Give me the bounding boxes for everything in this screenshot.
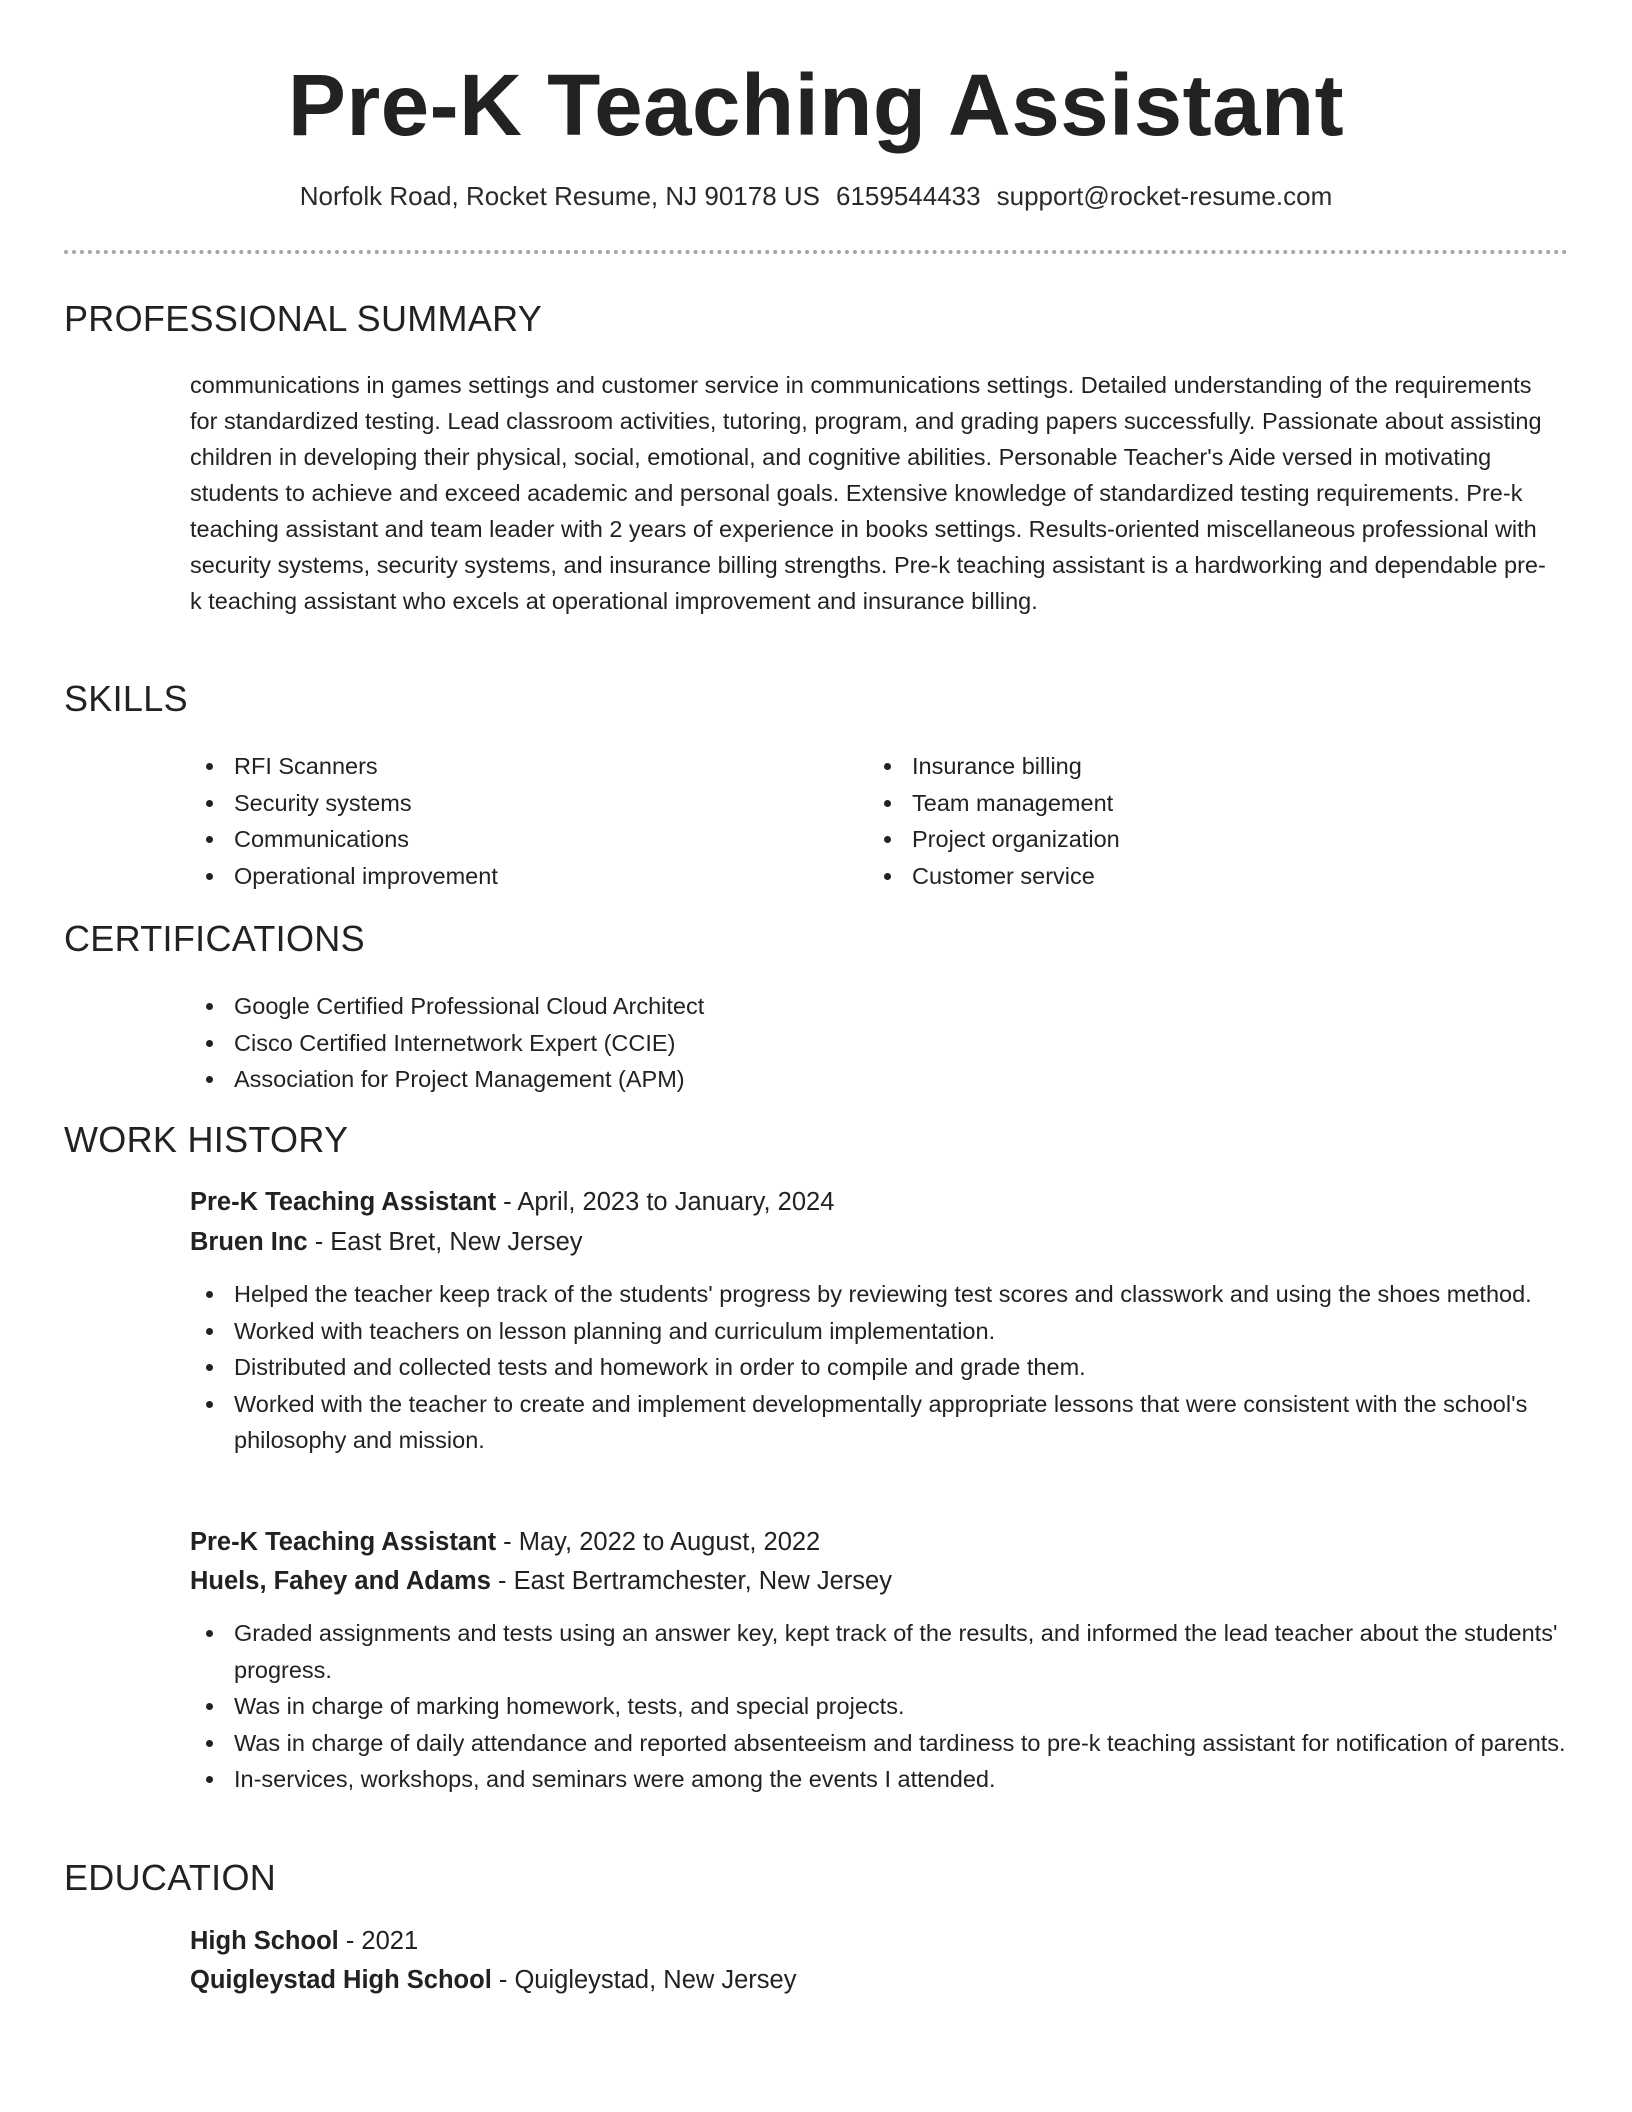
skill-item: RFI Scanners: [190, 748, 810, 785]
contact-address: Norfolk Road, Rocket Resume, NJ 90178 US: [299, 181, 820, 211]
skill-item: Team management: [868, 785, 1488, 822]
summary-text: communications in games settings and customer service in communications settings. Detailed understanding of the requirements for standardized testing. Lead classroom activities, tutoring, program, and grading papers successfully. Passionate about assisting children in developing their physical, social, emotional, and cognitive abilities. Personable Teacher's Aide versed in motivating students to achieve and exceed academic and personal goals. Extensive knowledge of standardized testing requirements. Pre-k teaching assistant and team leader with 2 years of experience in books settings. Results-oriented miscellaneous professional with security systems, security systems, and insurance billing strengths. Pre-k teaching assistant is a hardworking and dependable pre-k teaching assistant who excels at operational improvement and insurance billing.: [190, 372, 1546, 614]
education-degree-line: High School - 2021: [190, 1927, 419, 1955]
section-title-skills: SKILLS: [64, 678, 188, 719]
job-location: East Bertramchester, New Jersey: [513, 1567, 892, 1595]
education-school-line: Quigleystad High School - Quigleystad, New Jersey: [190, 1966, 797, 1994]
education-year: 2021: [361, 1927, 419, 1955]
certification-item: Google Certified Professional Cloud Architect: [190, 988, 1190, 1025]
education-degree: High School: [190, 1927, 339, 1955]
skills-list-left: [190, 748, 810, 894]
certification-item: Cisco Certified Internetwork Expert (CCIE): [190, 1025, 1190, 1062]
job-bullet: Was in charge of daily attendance and reported absenteeism and tardiness to pre-k teaching assistant for notification of parents.: [190, 1725, 1570, 1762]
job-2-company-line: Huels, Fahey and Adams - East Bertramchester, New Jersey: [190, 1567, 892, 1595]
job-1-company-line: Bruen Inc - East Bret, New Jersey: [190, 1228, 583, 1256]
skill-item: Communications: [190, 821, 810, 858]
job-bullet: Was in charge of marking homework, tests, and special projects.: [190, 1688, 1570, 1725]
skill-item: Project organization: [868, 821, 1488, 858]
certifications-list: [190, 988, 1190, 1098]
job-1-title-line: Pre-K Teaching Assistant - April, 2023 to January, 2024: [190, 1188, 835, 1216]
contact-email: support@rocket-resume.com: [996, 181, 1333, 211]
section-title-summary: PROFESSIONAL SUMMARY: [64, 298, 543, 339]
job-company: Huels, Fahey and Adams: [190, 1567, 491, 1595]
job-title: Pre-K Teaching Assistant: [190, 1188, 497, 1216]
skill-item: Customer service: [868, 858, 1488, 895]
resume-name: Pre-K Teaching Assistant: [287, 57, 1345, 154]
skill-item: Security systems: [190, 785, 810, 822]
header-divider: [64, 250, 1568, 254]
job-dates: May, 2022 to August, 2022: [518, 1528, 821, 1556]
education-location: Quigleystad, New Jersey: [514, 1966, 797, 1994]
section-title-certifications: CERTIFICATIONS: [64, 918, 365, 959]
job-location: East Bret, New Jersey: [330, 1228, 583, 1256]
job-2-title-line: Pre-K Teaching Assistant - May, 2022 to August, 2022: [190, 1528, 821, 1556]
job-bullet: Worked with the teacher to create and implement developmentally appropriate lessons that were consistent with the school's philosophy and mission.: [190, 1386, 1570, 1459]
skills-list-right: [868, 748, 1488, 894]
job-bullet: Worked with teachers on lesson planning and curriculum implementation.: [190, 1313, 1570, 1350]
contact-phone: 6159544433: [836, 181, 981, 211]
section-title-education: EDUCATION: [64, 1857, 277, 1898]
certification-item: Association for Project Management (APM): [190, 1061, 1190, 1098]
job-2-bullets: [190, 1615, 1570, 1798]
education-school: Quigleystad High School: [190, 1966, 492, 1994]
section-title-work-history: WORK HISTORY: [64, 1119, 349, 1160]
skill-item: Operational improvement: [190, 858, 810, 895]
job-company: Bruen Inc: [190, 1228, 308, 1256]
job-title: Pre-K Teaching Assistant: [190, 1528, 497, 1556]
job-bullet: Distributed and collected tests and homework in order to compile and grade them.: [190, 1349, 1570, 1386]
contact-line: [0, 181, 1632, 212]
job-1-bullets: [190, 1276, 1570, 1459]
skill-item: Insurance billing: [868, 748, 1488, 785]
job-bullet: Helped the teacher keep track of the students' progress by reviewing test scores and classwork and using the shoes method.: [190, 1276, 1570, 1313]
job-bullet: In-services, workshops, and seminars were among the events I attended.: [190, 1761, 1570, 1798]
job-dates: April, 2023 to January, 2024: [517, 1188, 835, 1216]
job-bullet: Graded assignments and tests using an answer key, kept track of the results, and informed the lead teacher about the students' progress.: [190, 1615, 1570, 1688]
